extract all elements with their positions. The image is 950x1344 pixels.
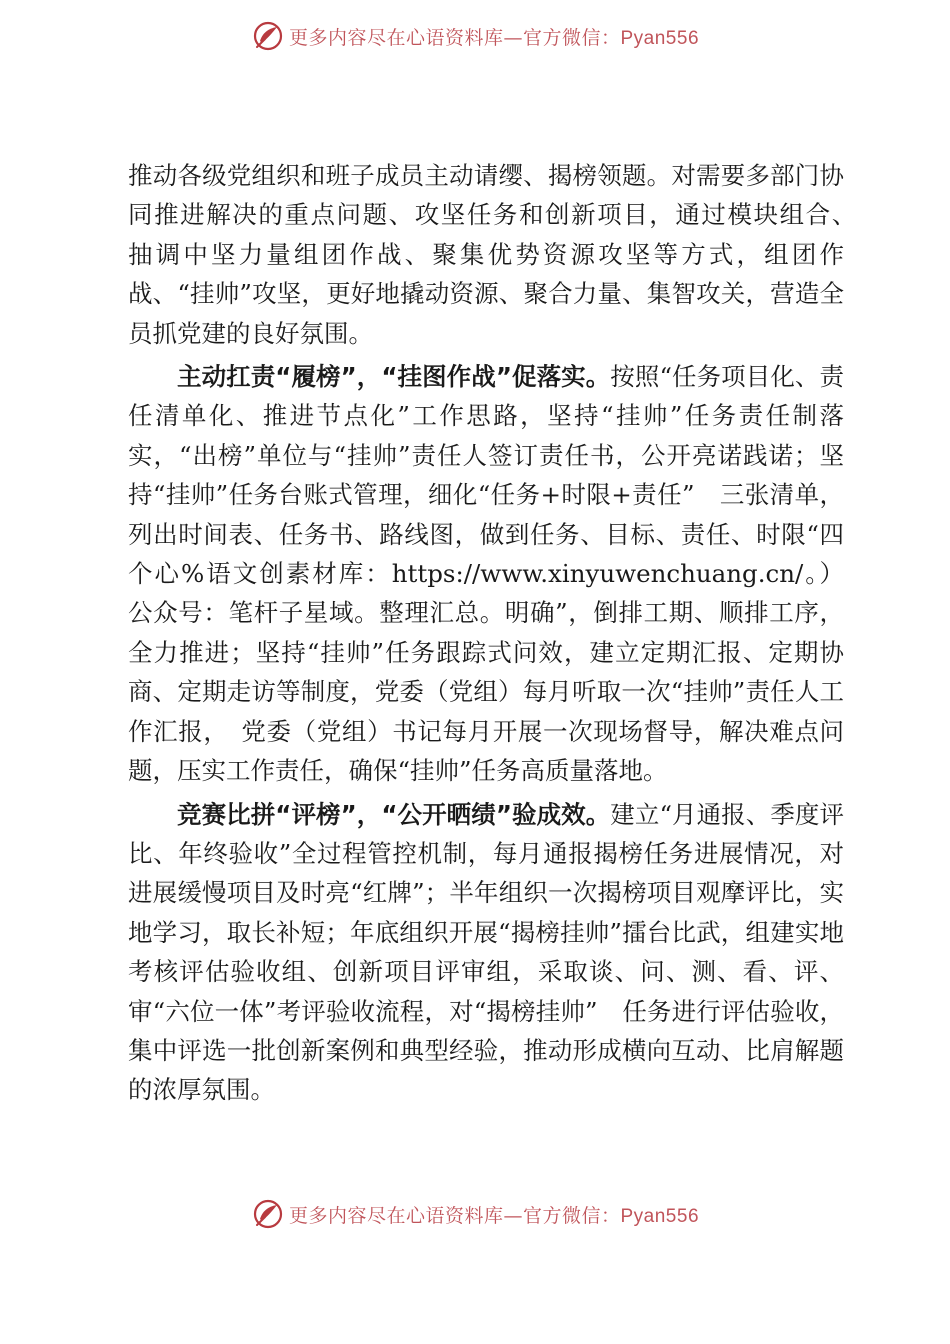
logo-icon [251,19,285,53]
paragraph-2-body: 按照“任务项目化、责任清单化、推进节点化”工作思路，坚持“挂帅”任务责任制落实，“出榜”单位与“挂帅”责任人签订责任书，公开亮诺践诺；坚持“挂帅”任务台账式管理，细化“任务+时限+责任” 三张清单，列出时间表、任务书、路线图，做到任务、目标、责任、时限“四个心%语文创素材库：https://www.xinyuwenchuang.cn/。）公众号：笔杆子星域。整理汇总。明确”，倒排工期、顺排工序，全力推进；坚持“挂帅”任务跟踪式问效，建立定期汇报、定期协商、定期走访等制度，党委（党组）每月听取一次“挂帅”责任人工作汇报， 党委（党组）书记每月开展一次现场督导，解决难点问题，压实工作责任，确保“挂帅”任务高质量落地。 [128,362,844,786]
banner-text [289,1201,699,1228]
paragraph-3-body: 建立“月通报、季度评比、年终验收”全过程管控机制，每月通报揭榜任务进展情况，对进展缓慢项目及时亮“红牌”；半年组织一次揭榜项目观摩评比，实地学习，取长补短；年底组织开展“揭榜挂帅”擂台比武，组建实地考核评估验收组、创新项目评审组，采取谈、问、测、看、评、审“六位一体”考评验收流程，对“揭榜挂帅” 任务进行评估验收，集中评选一批创新案例和典型经验，推动形成横向互动、比肩解题的浓厚氛围。 [128,799,844,1105]
paragraph-2-heading: 主动扛责“履榜”，“挂图作战”促落实。 [177,362,611,392]
banner-wechat-id: Pyan556 [620,27,700,49]
banner-slogan: 更多内容尽在心语资料库—官方微信： [288,26,621,49]
banner-slogan: 更多内容尽在心语资料库—官方微信： [288,1204,621,1227]
logo-icon [251,1197,285,1231]
paragraph-2 [128,357,844,790]
footer-watermark-banner [0,1194,950,1234]
paragraph-3-heading: 竞赛比拼“评榜”，“公开晒绩”验成效。 [177,799,611,829]
paragraph-1 [128,156,869,353]
document-body [128,156,869,1110]
banner-wechat-id: Pyan556 [620,1205,700,1227]
paragraph-1-body: 推动各级党组织和班子成员主动请缨、揭榜领题。对需要多部门协同推进解决的重点问题、攻坚任务和创新项目，通过模块组合、 抽调中坚力量组团作战、聚集优势资源攻坚等方式，组团作战、“挂帅”攻坚，更好地撬动资源、聚合力量、集智攻关，营造全员抓党建的良好氛围。 [128,161,869,348]
banner-text [289,23,699,50]
paragraph-3 [128,795,844,1110]
header-watermark-banner [0,16,950,56]
